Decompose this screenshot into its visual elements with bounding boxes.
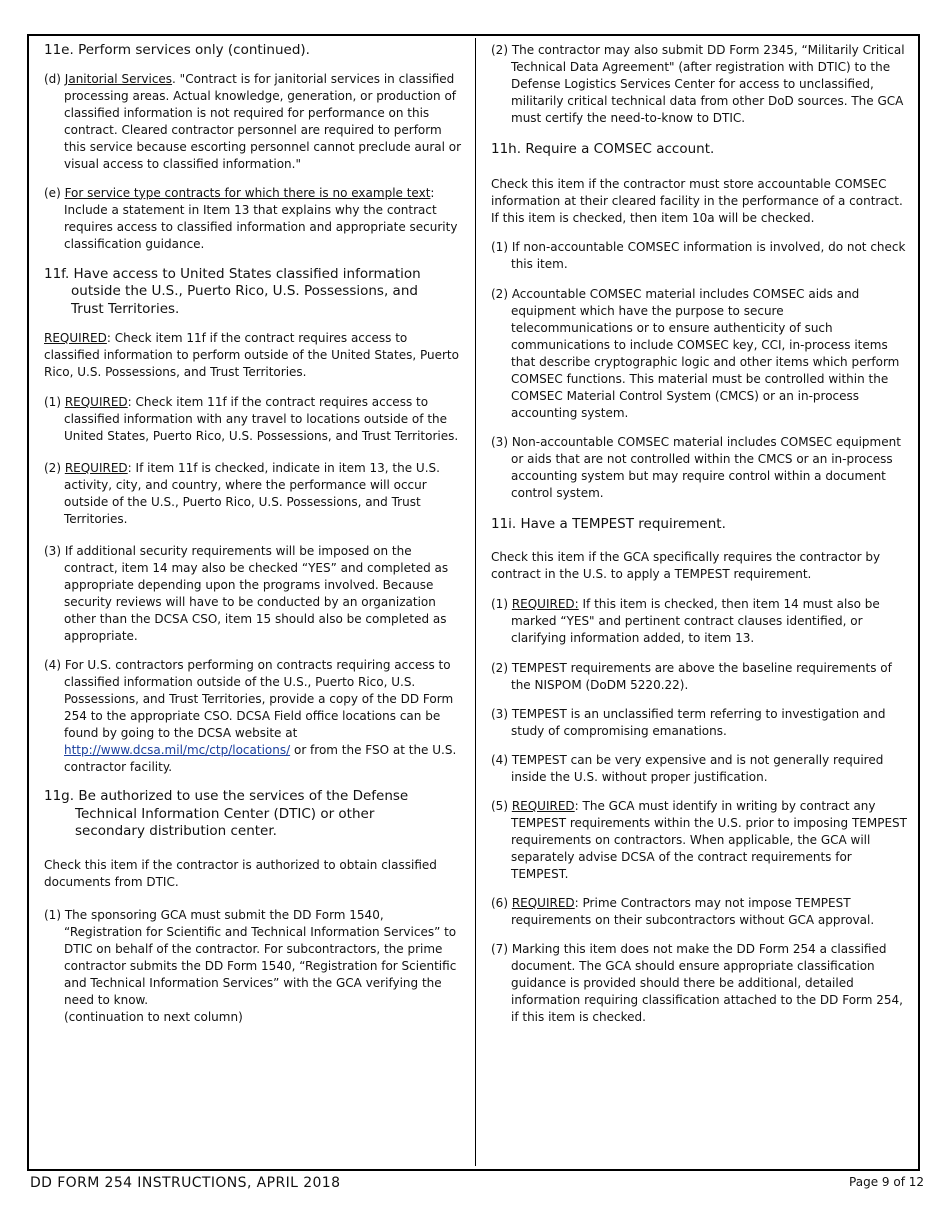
continuation-note: (continuation to next column) xyxy=(64,1009,243,1024)
item-11i-2: (2) TEMPEST requirements are above the baseline requirements of the NISPOM (DoDM 5220.22). xyxy=(491,661,892,692)
left-column xyxy=(44,42,462,1026)
item-11i-5: (5) REQUIRED: The GCA must identify in writing by contract any TEMPEST requirements within the U.S. prior to imposing TEMPEST requirements on contractors. When applicable, the GCA will separately advise DCSA of the contract requirements for TEMPEST. xyxy=(491,799,907,881)
item-11i-1: (1) REQUIRED: If this item is checked, then item 14 must also be marked “YES" and pertinent contract clauses identified, or clarifying information added, to item 13. xyxy=(491,597,880,645)
item-11i-6: (6) REQUIRED: Prime Contractors may not impose TEMPEST requirements on their subcontractors without GCA approval. xyxy=(491,896,875,927)
required-label: REQUIRED xyxy=(44,331,107,345)
item-title: For service type contracts for which there is no example text xyxy=(64,185,431,200)
item-number: (d) xyxy=(44,71,65,86)
item-text: . "Contract is for janitorial services in classified processing areas. Actual knowledge, generation, or production of classified information is not required for performance on this contract. Cleared contractor personnel are required to perform this service because escorting personnel cannot preclude aural or visual access to classified information." xyxy=(64,71,462,171)
intro-11i: Check this item if the GCA specifically requires the contractor by contract in the U.S. to apply a TEMPEST requirement. xyxy=(491,550,881,581)
item-11g-1: (1) The sponsoring GCA must submit the DD Form 1540, “Registration for Scientific and Technical Information Services” to DTIC on behalf of the contractor. For subcontractors, the prime contractor submits the DD Form 1540, “Registration for Scientific and Technical Information Services” with the GCA verifying the need to know. xyxy=(44,907,457,1007)
page-number: Page 9 of 12 xyxy=(849,1175,924,1189)
required-11f: REQUIRED: Check item 11f if the contract requires access to classified information to perform outside of the United States, Puerto Rico, U.S. Possessions, and Trust Territories. xyxy=(44,331,459,379)
item-number: (e) xyxy=(44,185,65,200)
form-title: DD FORM 254 INSTRUCTIONS, APRIL 2018 xyxy=(30,1175,341,1191)
item-11e-e xyxy=(44,185,462,253)
item-11i-3: (3) TEMPEST is an unclassified term referring to investigation and study of compromising emanations. xyxy=(491,707,886,738)
heading-11e: 11e. Perform services only (continued). xyxy=(44,42,310,58)
heading-11f: 11f. Have access to United States classified information outside the U.S., Puerto Rico, U.S. Possessions, and Trust Territories. xyxy=(44,265,421,317)
item-11g-2: (2) The contractor may also submit DD Form 2345, “Militarily Critical Technical Data Agreement" (after registration with DTIC) to the Defense Logistics Services Center for access to unclassified, militarily critical technical data from other DoD sources. The GCA must certify the need-to-know to DTIC. xyxy=(491,43,905,125)
item-11h-2: (2) Accountable COMSEC material includes COMSEC aids and equipment which have the purpose to secure telecommunications or to ensure authenticity of such communications to include COMSEC key, CCI, in-process items that describe cryptographic logic and other items which perform COMSEC functions. This material must be controlled within the COMSEC Material Control System (CMCS) or an in-process accounting system. xyxy=(491,286,900,420)
item-11i-7: (7) Marking this item does not make the DD Form 254 a classified document. The GCA should ensure appropriate classification guidance is provided should there be additional, detailed information requiring classification attached to the DD Form 254, if this item is checked. xyxy=(491,942,903,1024)
right-column xyxy=(491,42,909,1026)
required-label: REQUIRED xyxy=(511,896,575,910)
item-11f-3: (3) If additional security requirements will be imposed on the contract, item 14 may also be checked “YES” and completed as appropriate depending upon the programs involved. Because security reviews will have to be conducted by an organization other than the DCSA CSO, item 15 should also be completed as appropriate. xyxy=(44,544,449,643)
item-title: Janitorial Services xyxy=(64,71,173,86)
item-11f-4: (4) For U.S. contractors performing on contracts requiring access to classified information outside of the U.S., Puerto Rico, U.S. Possessions, and Trust Territories, provide a copy of the DD Form 254 to the appropriate CSO. DCSA Field office locations can be found by going to the DCSA website at http://www.dcsa.mil/mc/ctp/locations/ or from the FSO at the U.S. contractor facility. xyxy=(44,658,457,774)
heading-11h: 11h. Require a COMSEC account. xyxy=(491,141,715,157)
required-label: REQUIRED xyxy=(64,395,128,409)
required-label: REQUIRED: xyxy=(511,597,579,611)
item-11e-d xyxy=(44,71,462,173)
item-11h-1: (1) If non-accountable COMSEC information is involved, do not check this item. xyxy=(491,239,906,271)
item-11i-4: (4) TEMPEST can be very expensive and is not generally required inside the U.S. without proper justification. xyxy=(491,753,884,784)
heading-11i: 11i. Have a TEMPEST requirement. xyxy=(491,515,726,532)
item-11f-2: (2) REQUIRED: If item 11f is checked, indicate in item 13, the U.S. activity, city, and country, where the performance will occur outside of the U.S., Puerto Rico, U.S. Possessions, and Trust Territories. xyxy=(44,461,440,526)
item-11h-3: (3) Non-accountable COMSEC material includes COMSEC equipment or aids that are not controlled within the CMCS or an in-process accounting system but may require control within a document control system. xyxy=(491,434,901,500)
column-divider xyxy=(475,38,476,1166)
intro-11g: Check this item if the contractor is authorized to obtain classified documents from DTIC. xyxy=(44,857,437,889)
intro-11h: Check this item if the contractor must store accountable COMSEC information at their cleared facility in the performance of a contract. If this item is checked, then item 10a will be checked. xyxy=(491,176,903,225)
required-label: REQUIRED xyxy=(511,799,575,813)
required-label: REQUIRED xyxy=(64,461,128,475)
item-11f-1: (1) REQUIRED: Check item 11f if the contract requires access to classified information with any travel to locations outside of the United States, Puerto Rico, U.S. Possessions, and Trust Territories. xyxy=(44,395,459,443)
heading-11g: 11g. Be authorized to use the services of the Defense Technical Information Center (DTIC) or other secondary distribution center. xyxy=(44,788,409,839)
item-text: : Include a statement in Item 13 that explains why the contract requires access to classified information and appropriate security classification guidance. xyxy=(64,185,458,251)
dcsa-locations-link[interactable]: http://www.dcsa.mil/mc/ctp/locations/ xyxy=(64,743,291,757)
